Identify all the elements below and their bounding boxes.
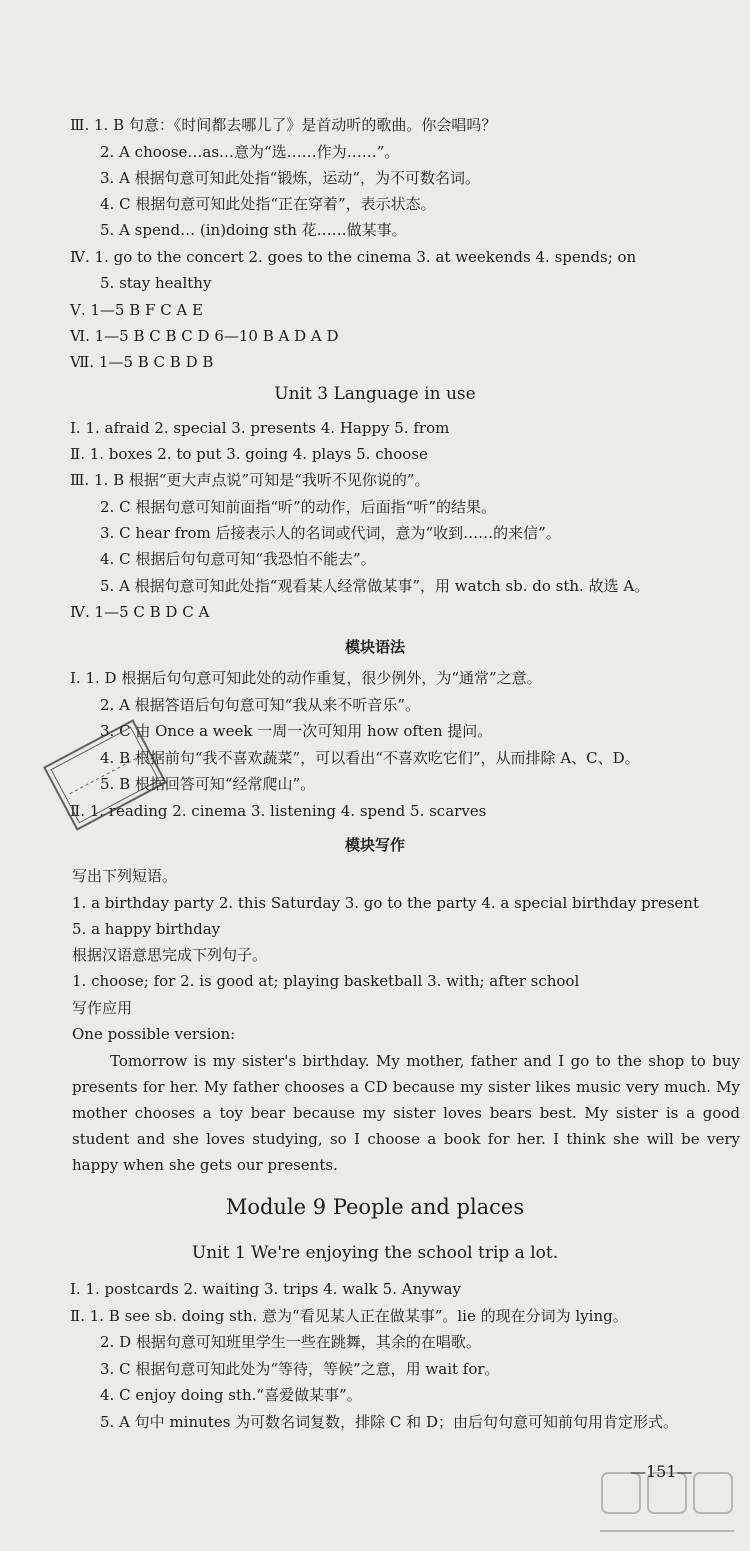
module9-title: Module 9 People and places: [225, 1195, 525, 1219]
answer-line: Ⅵ. 1—5 B C B C D 6—10 B A D A D: [70, 327, 339, 345]
answer-line: 5. A spend… (in)doing sth 花……做某事。: [100, 221, 407, 239]
answer-line: Ⅳ. 1. go to the concert 2. goes to the cinema 3. at weekends 4. spends; on: [70, 248, 637, 266]
answer-line: 根据汉语意思完成下列句子。: [72, 946, 268, 964]
answer-line: 3. A 根据句意可知此处指“锻炼，运动”，为不可数名词。: [100, 169, 481, 187]
answer-line: 1. a birthday party 2. this Saturday 3. go to the party 4. a special birthday present: [72, 894, 699, 912]
answer-line: 4. C 根据句意可知此处指“正在穿着”，表示状态。: [100, 195, 436, 213]
answer-line: 3. C 由 Once a week 一周一次可知用 how often 提问。: [100, 722, 493, 740]
answer-line: Ⅰ. 1. afraid 2. special 3. presents 4. Happy 5. from: [70, 419, 450, 437]
answer-line: 4. C enjoy doing sth.“喜爱做某事”。: [100, 1386, 362, 1404]
answer-line: Ⅱ. 1. B see sb. doing sth. 意为“看见某人正在做某事”。lie 的现在分词为 lying。: [70, 1307, 628, 1325]
answer-line: Ⅰ. 1. D 根据后句句意可知此处的动作重复，很少例外，为“通常”之意。: [70, 669, 542, 687]
answer-line: 写出下列短语。: [72, 867, 178, 885]
answer-line: Ⅰ. 1. postcards 2. waiting 3. trips 4. walk 5. Anyway: [70, 1280, 461, 1298]
answer-line: 5. B 根据回答可知“经常爬山”。: [100, 775, 316, 793]
answer-line: Ⅴ. 1—5 B F C A E: [70, 301, 203, 319]
page-number: —151—: [630, 1462, 693, 1481]
answer-line: 5. A 句中 minutes 为可数名词复数，排除 C 和 D；由后句句意可知前句用肯定形式。: [100, 1413, 678, 1431]
answer-line: 写作应用: [72, 999, 133, 1017]
grammar-heading: 模块语法: [344, 638, 405, 656]
answer-line: Ⅶ. 1—5 B C B D B: [70, 353, 214, 371]
writing-heading: 模块写作: [344, 836, 405, 854]
unit1-title: Unit 1 We're enjoying the school trip a lot.: [191, 1243, 559, 1263]
answer-line: 4. B 根据前句“我不喜欢蔬菜”，可以看出“不喜欢吃它们”，从而排除 A、C、D。: [100, 749, 640, 767]
watermark-logo-icon: [592, 1469, 742, 1547]
answer-line: 2. A 根据答语后句句意可知“我从来不听音乐”。: [100, 696, 421, 714]
unit3-title: Unit 3 Language in use: [274, 384, 476, 404]
answer-line: 2. D 根据句意可知班里学生一些在跳舞，其余的在唱歌。: [100, 1333, 481, 1351]
answer-line: 1. choose; for 2. is good at; playing basketball 3. with; after school: [72, 972, 580, 990]
answer-line: Ⅱ. 1. reading 2. cinema 3. listening 4. spend 5. scarves: [70, 802, 487, 820]
essay-text: Tomorrow is my sister's birthday. My mother, father and I go to the shop to buy presents for her. My father chooses a CD because my sister likes music very much. My mother chooses a toy bear because my sister loves bears best. My sister is a good student and she loves studying, so I choose a book for her. I think she will be very happy when she gets our presents.: [72, 1052, 740, 1174]
answer-line: 5. a happy birthday: [72, 920, 221, 938]
answer-line: Ⅲ. 1. B 句意：《时间都去哪儿了》是首动听的歌曲。你会唱吗？: [70, 116, 497, 134]
sample-essay: [72, 1048, 740, 1178]
answer-line: 3. C hear from 后接表示人的名词或代词，意为“收到……的来信”。: [100, 524, 561, 542]
answer-line: One possible version:: [72, 1025, 236, 1043]
answer-line: 5. stay healthy: [100, 274, 212, 292]
answer-line: Ⅱ. 1. boxes 2. to put 3. going 4. plays 5. choose: [70, 445, 428, 463]
answer-line: 3. C 根据句意可知此处为“等待，等候”之意，用 wait for。: [100, 1360, 500, 1378]
answer-line: 5. A 根据句意可知此处指“观看某人经常做某事”，用 watch sb. do sth. 故选 A。: [100, 577, 650, 595]
stamp-icon: [40, 715, 170, 835]
answer-line: 4. C 根据后句句意可知“我恐怕不能去”。: [100, 550, 376, 568]
answer-line: 2. A choose…as…意为“选……作为……”。: [100, 143, 400, 161]
answer-line: Ⅳ. 1—5 C B D C A: [70, 603, 210, 621]
answer-line: Ⅲ. 1. B 根据“更大声点说”可知是“我听不见你说的”。: [70, 471, 430, 489]
answer-line: 2. C 根据句意可知前面指“听”的动作，后面指“听”的结果。: [100, 498, 497, 516]
